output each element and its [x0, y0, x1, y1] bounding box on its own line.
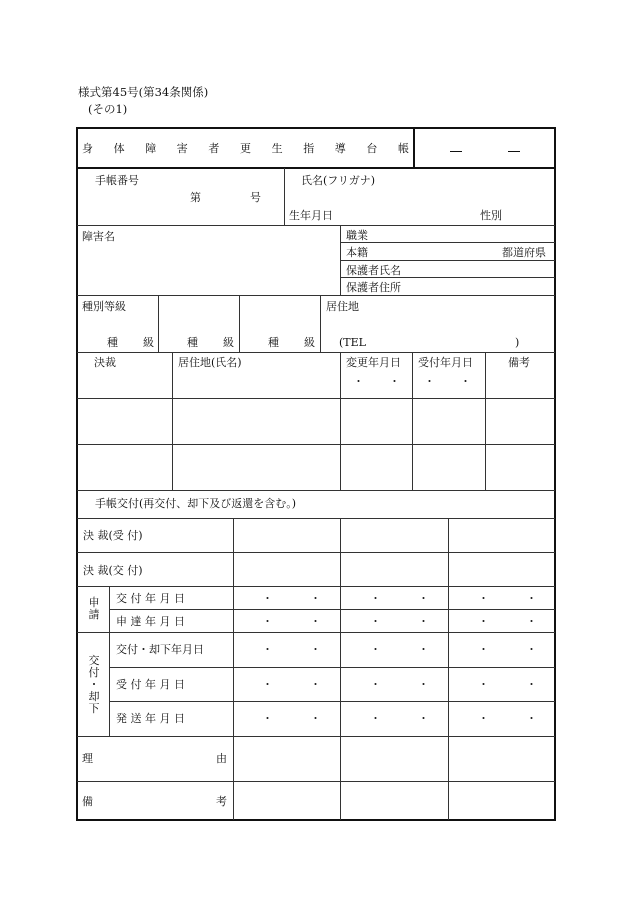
- dai-label: 第: [190, 191, 201, 204]
- date-dot: ・: [526, 643, 537, 656]
- date-dot: ・: [262, 712, 273, 725]
- kofu-kyakka-group-label: 交 付 ・ 却 下: [88, 654, 100, 715]
- date-dot: ・: [478, 615, 489, 628]
- date-dot: ・: [262, 678, 273, 691]
- dot: ・: [460, 375, 471, 388]
- todofuken-label: 都道府県: [502, 246, 546, 259]
- shu-1: 種: [107, 336, 118, 349]
- shubetsu-tokyu-label: 種別等級: [82, 300, 126, 313]
- seibetsu-label: 性別: [480, 209, 502, 222]
- date-dot: ・: [526, 712, 537, 725]
- date-dot: ・: [526, 592, 537, 605]
- kessai-kofu-label: 決 裁(交 付): [83, 564, 143, 577]
- dot: ・: [389, 375, 400, 388]
- date-dot: ・: [418, 712, 429, 725]
- blank-2[interactable]: [508, 151, 520, 152]
- dot: ・: [424, 375, 435, 388]
- title-char: 更: [240, 142, 251, 155]
- title-char: 体: [113, 142, 125, 155]
- kyu-2: 級: [223, 336, 234, 349]
- kyu-3: 級: [304, 336, 315, 349]
- date-dot: ・: [478, 643, 489, 656]
- date-dot: ・: [310, 678, 321, 691]
- shu-3: 種: [268, 336, 279, 349]
- form-sub: (その1): [88, 102, 128, 116]
- seinengappi-label: 生年月日: [289, 209, 333, 222]
- shinsei-group-label: 申 請: [88, 596, 100, 622]
- date-dot: ・: [310, 712, 321, 725]
- date-dot: ・: [370, 615, 381, 628]
- date-dot: ・: [418, 615, 429, 628]
- tel-open: (TEL: [339, 336, 366, 349]
- date-dot: ・: [370, 678, 381, 691]
- biko-header: 備考: [508, 356, 530, 369]
- date-dot: ・: [370, 592, 381, 605]
- date-dot: ・: [262, 592, 273, 605]
- title-char: 帳: [398, 142, 409, 155]
- date-dot: ・: [418, 643, 429, 656]
- kyu-1: 級: [143, 336, 154, 349]
- title-char: 生: [271, 142, 283, 155]
- shu-2: 種: [187, 336, 198, 349]
- riyu-label-b: 由: [216, 752, 227, 765]
- henko-header: 変更年月日: [346, 356, 401, 369]
- date-dot: ・: [262, 615, 273, 628]
- tel-close: ): [515, 336, 520, 349]
- kessai-uketsuke-label: 決 裁(受 付): [83, 529, 143, 542]
- hogosha-jusho-label: 保護者住所: [346, 281, 401, 294]
- date-dot: ・: [262, 643, 273, 656]
- uketsuke-ymd-label: 受 付 年 月 日: [116, 678, 185, 691]
- kessai-header: 決裁: [94, 356, 116, 369]
- biko-label-b: 考: [216, 795, 227, 808]
- date-dot: ・: [418, 592, 429, 605]
- shogaimei-label: 障害名: [82, 230, 115, 243]
- date-dot: ・: [310, 643, 321, 656]
- title-char: 導: [334, 142, 346, 155]
- shokugyo-label: 職業: [346, 229, 368, 242]
- date-dot: ・: [526, 678, 537, 691]
- date-dot: ・: [370, 643, 381, 656]
- date-dot: ・: [310, 592, 321, 605]
- biko-label-a: 備: [82, 795, 93, 808]
- kofu-kyakka-ymd-label: 交付・却下年月日: [116, 643, 204, 656]
- title-char: 害: [176, 142, 188, 155]
- date-dot: ・: [478, 678, 489, 691]
- riyu-label-a: 理: [82, 752, 93, 765]
- title-char: 者: [208, 142, 220, 155]
- kyojuchi-label: 居住地: [326, 300, 359, 313]
- title-char: 指: [303, 142, 315, 155]
- date-dot: ・: [370, 712, 381, 725]
- hogosha-shimei-label: 保護者氏名: [346, 264, 401, 277]
- date-dot: ・: [418, 678, 429, 691]
- title-box-divider: [413, 127, 415, 168]
- techo-bango-label: 手帳番号: [95, 174, 139, 187]
- title-char: 身: [82, 142, 93, 155]
- uketsuke-header: 受付年月日: [418, 356, 473, 369]
- form-number: 様式第45号(第34条関係): [78, 85, 209, 99]
- title-divider: [76, 167, 556, 169]
- date-dot: ・: [310, 615, 321, 628]
- date-dot: ・: [478, 592, 489, 605]
- shimei-label: 氏名(フリガナ): [301, 174, 376, 187]
- blank-1[interactable]: [450, 151, 462, 152]
- dot: ・: [353, 375, 364, 388]
- date-dot: ・: [478, 712, 489, 725]
- date-dot: ・: [526, 615, 537, 628]
- shintatsu-ymd-label: 申 達 年 月 日: [116, 615, 185, 628]
- kyojuchi-shimei-header: 居住地(氏名): [178, 356, 242, 369]
- kofu-ymd-label: 交 付 年 月 日: [116, 592, 185, 605]
- techo-kofu-label: 手帳交付(再交付、却下及び返還を含む。): [95, 497, 297, 510]
- honseki-label: 本籍: [346, 246, 368, 259]
- hasso-ymd-label: 発 送 年 月 日: [116, 712, 185, 725]
- go-label: 号: [250, 191, 261, 204]
- title-char: 障: [145, 142, 157, 155]
- title-char: 台: [366, 142, 378, 155]
